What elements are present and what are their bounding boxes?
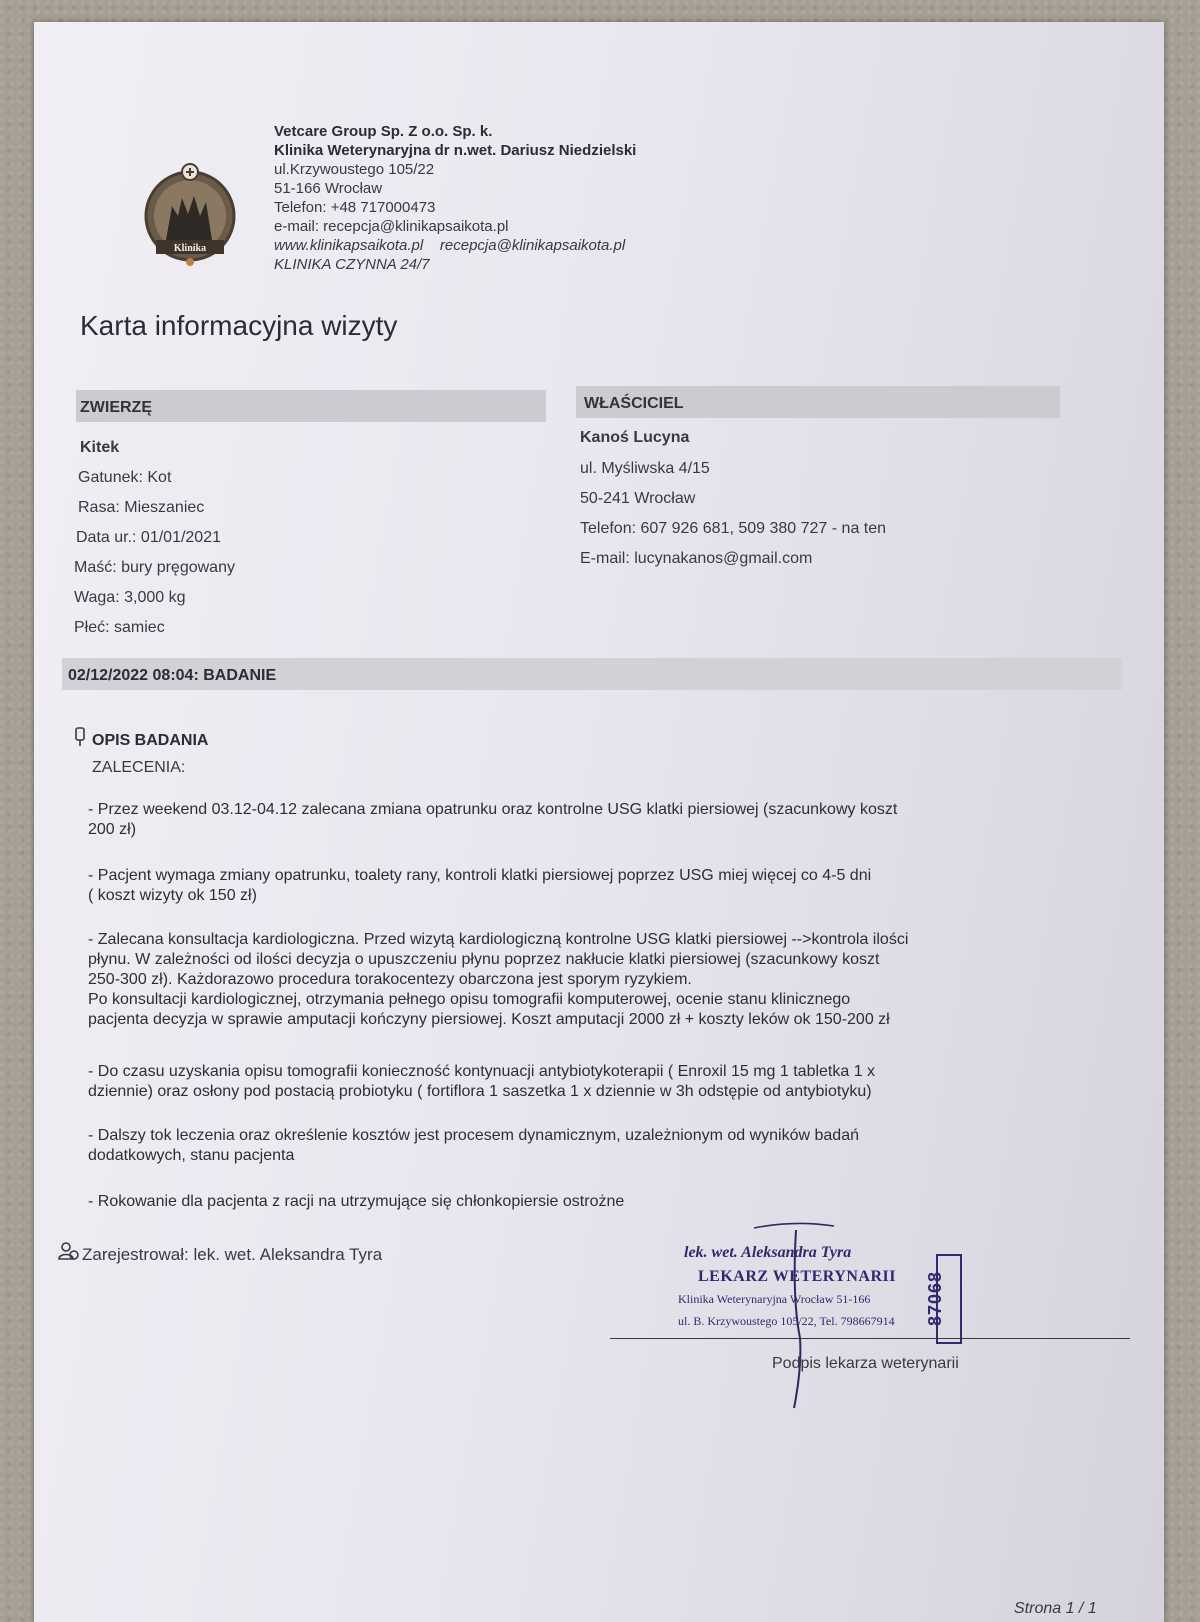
clinic-hours: KLINIKA CZYNNA 24/7 (274, 256, 430, 273)
stamp-name: lek. wet. Aleksandra Tyra (684, 1244, 852, 1261)
clinic-street: ul.Krzywoustego 105/22 (274, 161, 435, 178)
visit-label: 02/12/2022 08:04: BADANIE (68, 667, 277, 684)
recommendation-2-line-1: - Pacjent wymaga zmiany opatrunku, toalety rany, kontroli klatki piersiowej poprzez USG miej więcej co 4-5 dni (88, 867, 872, 884)
signature-label: Podpis lekarza weterynarii (772, 1355, 959, 1372)
handwritten-signature (734, 1218, 874, 1418)
owner-phone: Telefon: 607 926 681, 509 380 727 - na ten (580, 520, 887, 537)
stamp-number-box (925, 1254, 962, 1344)
document-title: Karta informacyjna wizyty (80, 310, 398, 341)
recommendation-4 (88, 1062, 1088, 1102)
recommendation-3-line-3: 250-300 zł). Każdorazowo procedura torakocentezy obarczona jest sporym ryzykiem. (88, 971, 692, 988)
recommendation-5 (88, 1126, 1088, 1166)
animal-breed: Rasa: Mieszaniec (78, 499, 205, 516)
recommendation-6 (88, 1192, 1088, 1212)
clinic-name: Klinika Weterynaryjna dr n.wet. Dariusz Niedzielski (274, 142, 637, 159)
stamp-address: ul. B. Krzywoustego 105/22, Tel. 798667914 (678, 1314, 895, 1328)
clinic-company: Vetcare Group Sp. Z o.o. Sp. k. (274, 123, 493, 140)
recommendation-3-line-5: pacjenta decyzja w sprawie amputacji kończyny piersiowej. Koszt amputacji 2000 zł + koszty leków ok 150-200 zł (88, 1011, 890, 1028)
signature-line (610, 1338, 1130, 1339)
recommendation-1-line-1: - Przez weekend 03.12-04.12 zalecana zmiana opatrunku oraz kontrolne USG klatki piersiowej (szacunkowy koszt (88, 801, 898, 818)
recommendation-6-line-1: - Rokowanie dla pacjenta z racji na utrzymujące się chłonkopiersie ostrożne (88, 1193, 625, 1210)
recommendation-4-line-1: - Do czasu uzyskania opisu tomografii konieczność kontynuacji antybiotykoterapii ( Enroxil 15 mg 1 tabletka 1 x (88, 1063, 876, 1080)
stamp-clinic: Klinika Weterynaryjna Wrocław 51-166 (678, 1292, 871, 1306)
owner-name: Kanoś Lucyna (580, 429, 690, 446)
clinic-phone: Telefon: +48 717000473 (274, 199, 436, 216)
stamp-number: 87068 (925, 1270, 946, 1327)
user-icon (58, 1241, 80, 1261)
animal-sex: Płeć: samiec (74, 619, 165, 636)
document-page (34, 22, 1164, 1622)
recommendation-2 (88, 866, 1088, 906)
pin-icon (74, 727, 86, 747)
owner-header: WŁAŚCICIEL (584, 395, 684, 412)
recommendation-1-line-2: 200 zł) (88, 821, 137, 838)
recommendation-3 (88, 930, 1088, 1030)
recommendation-3-line-4: Po konsultacji kardiologicznej, otrzymania pełnego opisu tomografii komputerowej, ocenie stanu klinicznego (88, 991, 851, 1008)
owner-street: ul. Myśliwska 4/15 (580, 460, 710, 477)
recommendation-5-line-2: dodatkowych, stanu pacjenta (88, 1147, 295, 1164)
animal-name: Kitek (80, 439, 120, 456)
svg-text:Klinika: Klinika (173, 243, 207, 254)
stamp-role: LEKARZ WETERYNARII (698, 1268, 896, 1285)
animal-coat: Maść: bury pręgowany (74, 559, 235, 576)
recommendation-5-line-1: - Dalszy tok leczenia oraz określenie kosztów jest procesem dynamicznym, uzależnionym od wyników badań (88, 1127, 859, 1144)
animal-header: ZWIERZĘ (80, 399, 152, 416)
owner-city: 50-241 Wrocław (580, 490, 696, 507)
clinic-city: 51-166 Wrocław (274, 180, 383, 197)
recommendation-3-line-2: płynu. W zależności od ilości decyzja o upuszczeniu płynu poprzez nakłucie klatki piersiowej (szacunkowy koszt (88, 951, 880, 968)
registered-by: Zarejestrował: lek. wet. Aleksandra Tyra (82, 1245, 383, 1264)
recommendations-header: ZALECENIA: (92, 759, 186, 776)
clinic-header (274, 122, 636, 274)
recommendation-1 (88, 800, 1088, 840)
animal-species: Gatunek: Kot (78, 469, 172, 486)
clinic-email: e-mail: recepcja@klinikapsaikota.pl (274, 218, 509, 235)
description-title: OPIS BADANIA (92, 732, 209, 749)
recommendation-2-line-2: ( koszt wizyty ok 150 zł) (88, 887, 257, 904)
animal-weight: Waga: 3,000 kg (74, 589, 186, 606)
recommendation-3-line-1: - Zalecana konsultacja kardiologiczna. Przed wizytą kardiologiczną kontrolne USG klatki piersiowej -->kontrola ilości (88, 931, 909, 948)
owner-email: E-mail: lucynakanos@gmail.com (580, 550, 813, 567)
page-number: Strona 1 / 1 (1014, 1600, 1097, 1617)
animal-birth-date: Data ur.: 01/01/2021 (76, 529, 221, 546)
clinic-web: www.klinikapsaikota.pl recepcja@klinikapsaikota.pl (274, 237, 626, 254)
clinic-logo (142, 162, 238, 272)
recommendation-4-line-2: dziennie) oraz osłony pod postacią probiotyku ( fortiflora 1 saszetka 1 x dziennie w 3h odstępie od antybiotyku) (88, 1083, 872, 1100)
